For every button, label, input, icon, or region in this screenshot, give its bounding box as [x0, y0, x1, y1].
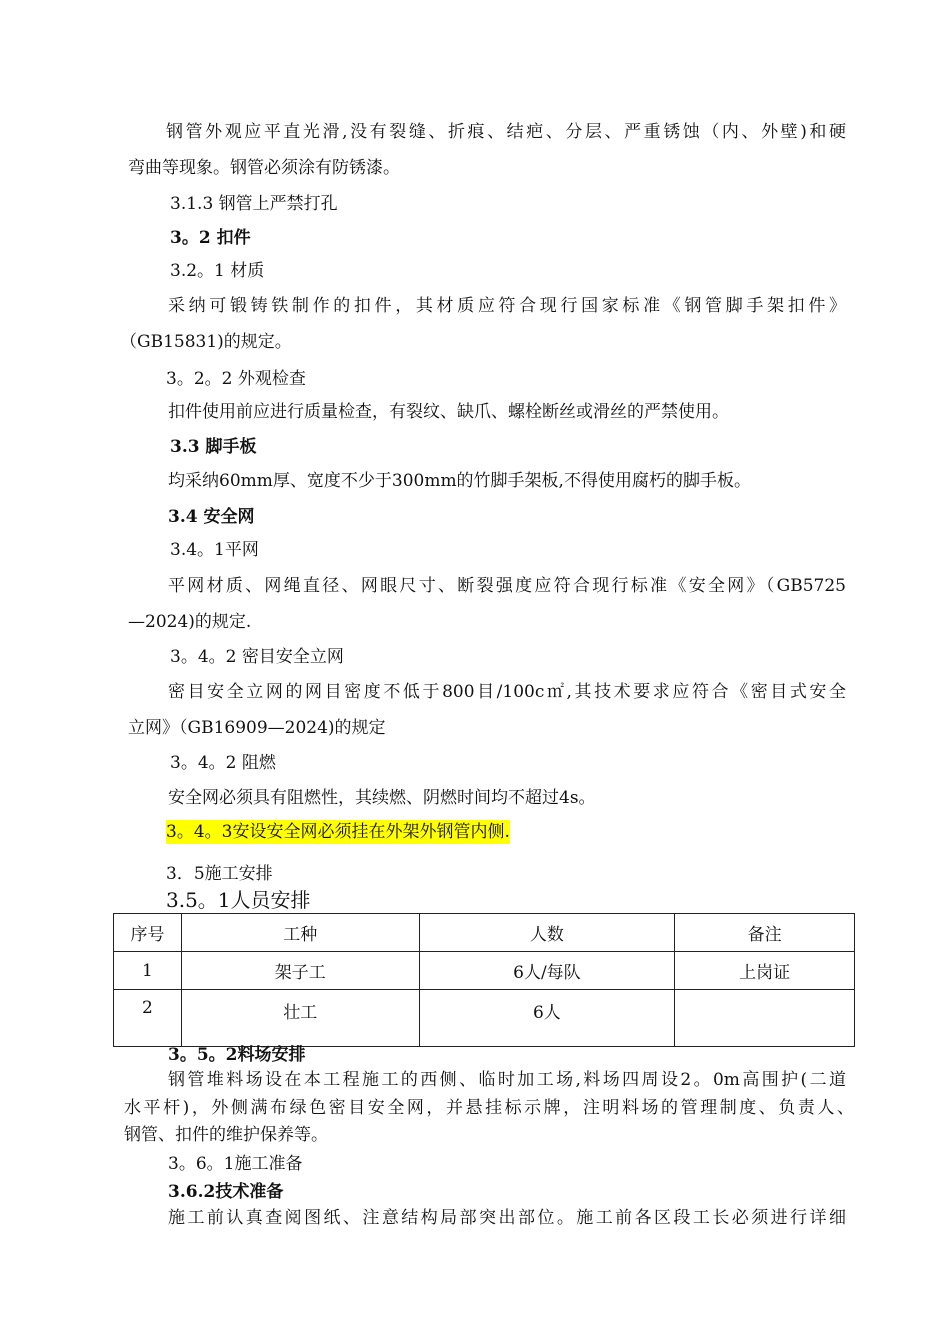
section-heading: 3.5。1人员安排	[166, 888, 311, 912]
paragraph-line: 施工前认真查阅图纸、注意结构局部突出部位。施工前各区段工长必须进行详细	[168, 1208, 846, 1228]
table-cell: 1	[114, 952, 182, 990]
paragraph-line: 钢管堆料场设在本工程施工的西侧、临时加工场,料场四周设2。0m高围护(二道	[168, 1070, 846, 1090]
table-header-cell: 序号	[114, 914, 182, 952]
paragraph-line: 均采纳60mm厚、宽度不少于300mm的竹脚手架板,不得使用腐朽的脚手板。	[168, 471, 751, 491]
section-heading: 3。2。2 外观检查	[166, 369, 306, 389]
paragraph-line: 扣件使用前应进行质量检查，有裂纹、缺爪、螺栓断丝或滑丝的严禁使用。	[168, 402, 729, 422]
table-header-cell: 备注	[675, 914, 855, 952]
paragraph-line: 采纳可锻铸铁制作的扣件，其材质应符合现行国家标准《钢管脚手架扣件》	[168, 296, 846, 316]
table-cell: 6人	[419, 990, 675, 1047]
paragraph-line: 弯曲等现象。钢管必须涂有防锈漆。	[128, 158, 400, 178]
paragraph-line: （GB15831)的规定。	[120, 332, 292, 352]
paragraph-line: 密目安全立网的网目密度不低于800目/100c㎡,其技术要求应符合《密目式安全	[168, 682, 846, 702]
section-heading: 3.1.3 钢管上严禁打孔	[170, 194, 338, 214]
section-heading: 3.3 脚手板	[170, 437, 257, 457]
section-heading: 3．5施工安排	[166, 864, 273, 884]
section-heading: 3。4。2 阻燃	[170, 753, 276, 773]
paragraph-line: 钢管、扣件的维护保养等。	[124, 1125, 328, 1145]
staffing-table	[113, 913, 855, 1047]
paragraph-line: 立网》（GB16909—2024)的规定	[128, 718, 386, 738]
paragraph-line: 钢管外观应平直光滑,没有裂缝、折痕、结疤、分层、严重锈蚀（内、外壁)和硬	[166, 122, 846, 142]
highlighted-line: 3。4。3安设安全网必须挂在外架外钢管内侧.	[166, 822, 510, 842]
table-cell: 壮工	[181, 990, 419, 1047]
paragraph-line: 水平杆)，外侧满布绿色密目安全网，并悬挂标示牌，注明料场的管理制度、负责人、	[124, 1098, 854, 1118]
table-cell: 架子工	[181, 952, 419, 990]
section-heading: 3。2 扣件	[170, 228, 251, 248]
table-cell: 2	[114, 990, 182, 1047]
table-row	[114, 952, 855, 990]
table-cell	[675, 990, 855, 1047]
table-header-cell: 工种	[181, 914, 419, 952]
table-cell: 6人/每队	[419, 952, 675, 990]
table-row	[114, 990, 855, 1047]
table-header-cell: 人数	[419, 914, 675, 952]
table-header-row	[114, 914, 855, 952]
section-heading: 3。6。1施工准备	[168, 1154, 303, 1174]
section-heading: 3.6.2技术准备	[168, 1182, 284, 1202]
section-heading: 3.2。1 材质	[170, 261, 265, 281]
section-heading: 3.4。1平网	[170, 540, 259, 560]
table-cell: 上岗证	[675, 952, 855, 990]
section-heading: 3。5。2料场安排	[168, 1045, 306, 1065]
paragraph-line: —2024)的规定.	[128, 612, 252, 632]
paragraph-line: 平网材质、网绳直径、网眼尺寸、断裂强度应符合现行标准《安全网》（GB5725	[168, 576, 846, 596]
section-heading: 3.4 安全网	[168, 507, 255, 527]
section-heading: 3。4。2 密目安全立网	[170, 647, 344, 667]
paragraph-line: 安全网必须具有阻燃性，其续燃、阴燃时间均不超过4s。	[168, 788, 596, 808]
